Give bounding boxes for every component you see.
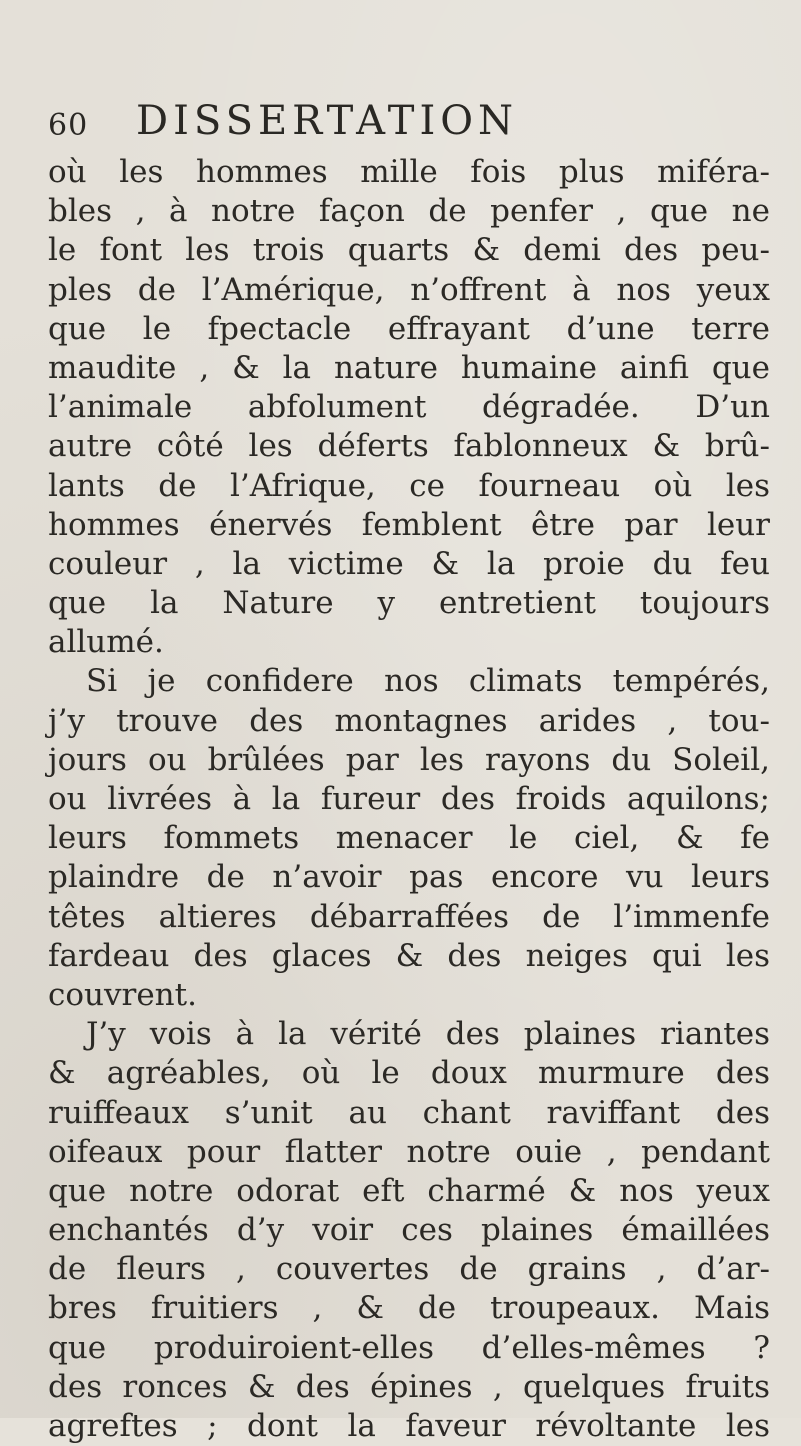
text-line: fardeau des glaces & des neiges qui les	[48, 937, 770, 974]
body-text	[48, 153, 770, 1446]
page-number: 60	[48, 108, 89, 143]
text-line: leurs fommets menacer le ciel, & fe	[48, 820, 770, 857]
text-line: de fleurs , couvertes de grains , d’ar-	[48, 1251, 770, 1288]
text-line: enchantés d’y voir ces plaines émaillées	[48, 1212, 770, 1249]
text-line: j’y trouve des montagnes arides , tou-	[48, 702, 770, 739]
text-line: couleur , la victime & la proie du feu	[48, 545, 770, 582]
text-line: & agréables, où le doux murmure des	[48, 1055, 770, 1092]
text-line: couvrent.	[48, 976, 197, 1013]
text-line: ou livrées à la fureur des froids aquilons;	[48, 781, 770, 817]
text-line: l’animale abfolument dégradée. D’un	[48, 389, 770, 426]
text-line: que la Nature y entretient toujours	[48, 585, 770, 622]
text-line: Si je confidere nos climats tempérés,	[86, 663, 770, 700]
text-line: que notre odorat eft charmé & nos yeux	[48, 1172, 770, 1209]
text-line: que le fpectacle effrayant d’une terre	[48, 310, 770, 347]
text-line: où les hommes mille fois plus miféra-	[48, 154, 770, 190]
text-line: autre côté les déferts fablonneux & brû-	[48, 428, 770, 465]
text-line: jours ou brûlées par les rayons du Soleil,	[48, 741, 770, 778]
text-line: maudite , & la nature humaine ainfi que	[48, 349, 770, 386]
page-header	[48, 98, 761, 146]
text-line: têtes altieres débarraffées de l’immenfe	[48, 898, 770, 935]
text-line: oifeaux pour flatter notre ouie , pendant	[48, 1133, 770, 1170]
text-line: bres fruitiers , & de troupeaux. Mais	[48, 1290, 770, 1327]
text-line: ples de l’Amérique, n’offrent à nos yeux	[48, 271, 770, 308]
text-line: J’y vois à la vérité des plaines riantes	[86, 1016, 770, 1053]
text-line: agreftes ; dont la faveur révoltante les	[48, 1408, 770, 1444]
text-line: le font les trois quarts & demi des peu-	[48, 232, 770, 269]
text-line: hommes énervés femblent être par leur	[48, 506, 770, 543]
text-line: allumé.	[48, 624, 164, 661]
text-line: bles , à notre façon de penfer , que ne	[48, 193, 770, 230]
text-line: des ronces & des épines , quelques fruits	[48, 1368, 770, 1405]
text-line: ruiffeaux s’unit au chant raviffant des	[48, 1094, 770, 1131]
text-line: que produiroient-elles d’elles-mêmes ?	[48, 1329, 770, 1366]
text-line: lants de l’Afrique, ce fourneau où les	[48, 467, 770, 504]
text-line: plaindre de n’avoir pas encore vu leurs	[48, 859, 770, 896]
running-title: DISSERTATION	[136, 98, 519, 144]
